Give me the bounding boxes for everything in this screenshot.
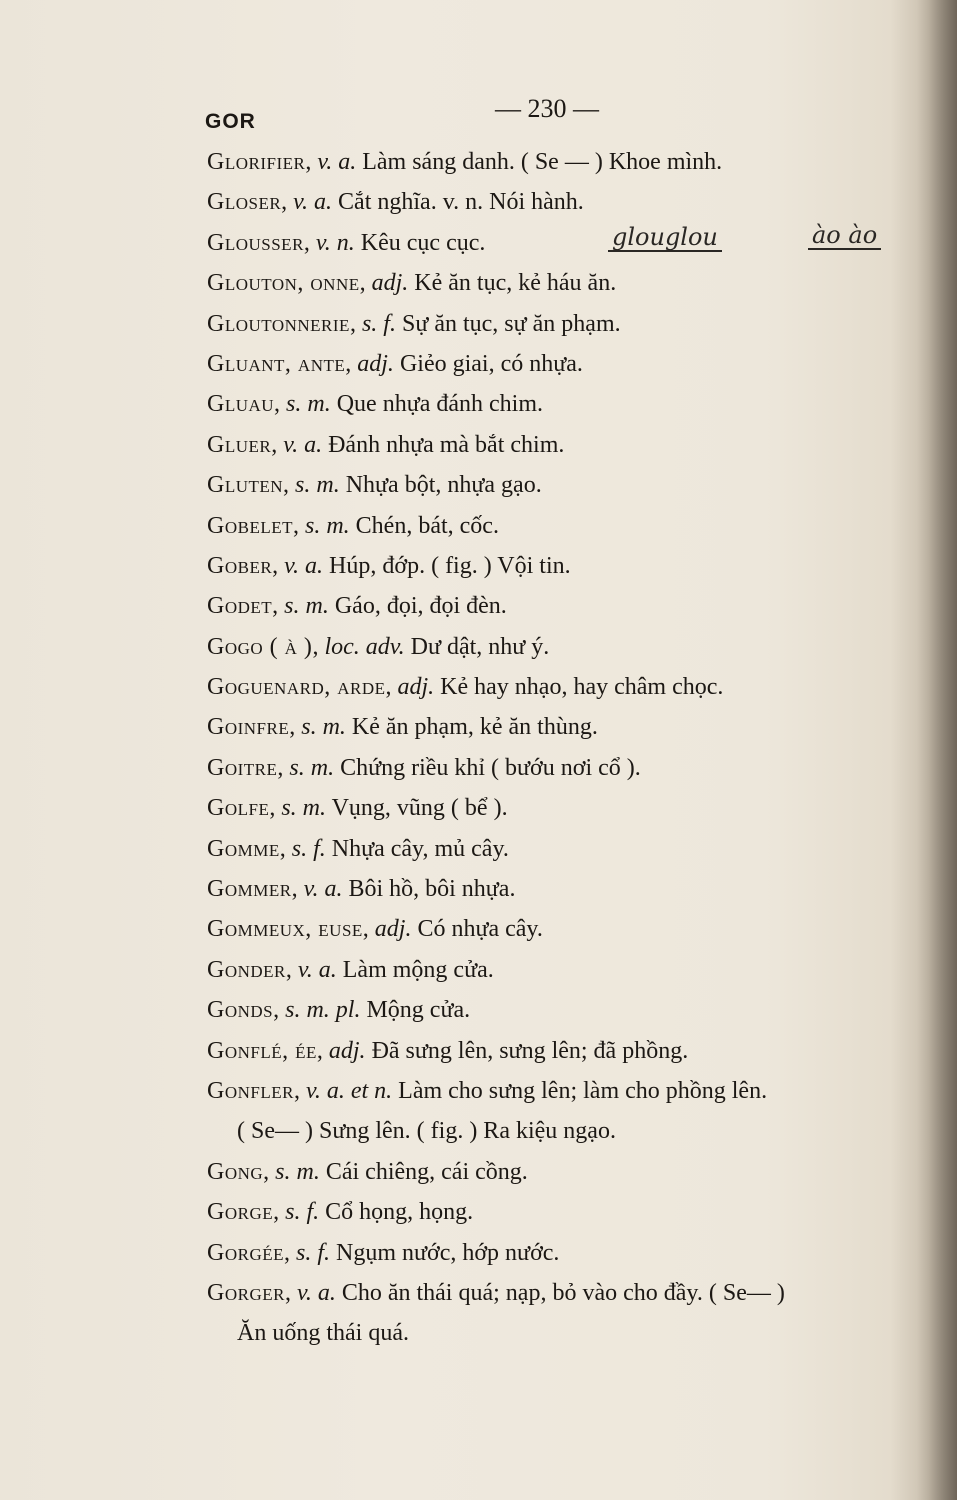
entry-definition: Cái chiêng, cái cồng. (325, 1158, 528, 1185)
entry-headword: Golfe (207, 795, 270, 822)
entry-definition: Đã sưng lên, sưng lên; đã phồng. (371, 1037, 689, 1064)
dictionary-entry: Gloser, v. a. Cắt nghĩa. v. n. Nói hành. (207, 189, 584, 216)
entry-definition: Có nhựa cây. (417, 916, 543, 943)
dictionary-entry: Gloutonnerie, s. f. Sự ăn tục, sự ăn phạm. (207, 310, 621, 337)
entry-grammar: v. a. (284, 552, 324, 579)
entry-definition: Chén, bát, cốc. (355, 512, 499, 539)
dictionary-entry: Gorger, v. a. Cho ăn thái quá; nạp, bỏ vào cho đầy. ( Se— ) (207, 1279, 785, 1306)
dictionary-entry: Gonder, v. a. Làm mộng cửa. (207, 956, 494, 983)
entry-headword: Gorger (207, 1279, 285, 1306)
dictionary-entry: Gobelet, s. m. Chén, bát, cốc. (207, 512, 499, 539)
entry-headword: Gommer (207, 876, 292, 903)
dictionary-entry: Gluant, ante, adj. Giẻo giai, có nhựa. (207, 350, 583, 377)
dictionary-entry: Goguenard, arde, adj. Kẻ hay nhạo, hay châm chọc. (207, 674, 724, 701)
dictionary-entry: Gommeux, euse, adj. Có nhựa cây. (207, 916, 543, 943)
entry-headword: Gomme (207, 835, 280, 862)
entry-grammar: s. f. (285, 1199, 320, 1226)
entry-grammar: v. a. (296, 1279, 336, 1306)
entry-headword: Gommeux, euse (207, 916, 363, 943)
dictionary-entry: Golfe, s. m. Vụng, vũng ( bể ). (207, 795, 508, 822)
dictionary-entry: Gober, v. a. Húp, đớp. ( fig. ) Vội tin. (207, 552, 571, 579)
entry-definition: Cổ họng, họng. (325, 1199, 474, 1226)
dictionary-entry: Gonds, s. m. pl. Mộng cửa. (207, 997, 471, 1024)
entry-definition: Giẻo giai, có nhựa. (399, 350, 583, 377)
entry-definition: Cắt nghĩa. v. n. Nói hành. (338, 189, 584, 216)
entry-grammar: s. m. pl. (285, 997, 361, 1024)
entry-definition: Kẻ ăn phạm, kẻ ăn thùng. (351, 714, 598, 741)
page-number: — 230 — (495, 94, 599, 123)
entry-grammar: adj. (328, 1037, 366, 1064)
entry-definition: Làm sáng danh. ( Se — ) Khoe mình. (362, 149, 723, 175)
dictionary-entry: Gluten, s. m. Nhựa bột, nhựa gạo. (207, 472, 542, 499)
dictionary-entry: Gogo ( à ), loc. adv. Dư dật, như ý. (207, 633, 550, 660)
entry-definition: Sự ăn tục, sự ăn phạm. (401, 310, 621, 337)
entry-headword: Gluer (207, 431, 272, 458)
entry-grammar: s. f. (296, 1239, 331, 1266)
entry-definition: Nhựa cây, mủ cây. (331, 835, 509, 862)
entry-headword: Gloser (207, 189, 282, 216)
entry-definition: Làm mộng cửa. (342, 956, 494, 983)
entry-headword: Gorgée (207, 1239, 284, 1266)
dictionary-entry: Gonfler, v. a. et n. Làm cho sưng lên; làm cho phồng lên. (207, 1077, 768, 1104)
entry-grammar: v. a. et n. (305, 1077, 393, 1104)
entry-headword: Gonflé, ée (207, 1037, 317, 1064)
entry-definition: Bôi hồ, bôi nhựa. (348, 876, 516, 903)
entry-headword: Gong (207, 1158, 264, 1185)
entry-headword: Gonder (207, 956, 286, 983)
entry-grammar: v. a. (293, 189, 333, 216)
entry-definition: Mộng cửa. (366, 997, 471, 1024)
entry-grammar: s. m. (286, 391, 331, 418)
entry-grammar: loc. adv. (324, 633, 405, 660)
dictionary-entry: Gorge, s. f. Cổ họng, họng. (207, 1199, 474, 1226)
entry-headword: Goguenard, arde (207, 674, 386, 701)
dictionary-entry: Glorifier, v. a. Làm sáng danh. ( Se — ) Khoe mình. (207, 149, 723, 175)
entry-headword: Gluau (207, 391, 275, 418)
entry-headword: Gluant, ante (207, 350, 346, 377)
entry-definition: Que nhựa đánh chim. (336, 391, 544, 418)
entry-grammar: s. m. (305, 512, 350, 539)
entry-grammar: s. f. (291, 835, 326, 862)
dictionary-entry: Goitre, s. m. Chứng riều khỉ ( bướu nơi cổ ). (207, 754, 641, 781)
entry-definition: Kẻ ăn tục, kẻ háu ăn. (414, 270, 617, 297)
entry-headword: Glousser (207, 229, 304, 256)
entry-grammar: s. m. (289, 754, 335, 781)
dictionary-entry: Godet, s. m. Gáo, đọi, đọi đèn. (207, 593, 507, 620)
entry-headword: Gonfler (207, 1077, 294, 1104)
dictionary-entry: Glouton, onne, adj. Kẻ ăn tục, kẻ háu ăn. (207, 270, 617, 297)
handwritten-annotation: ào ào (808, 222, 881, 250)
entry-grammar: s. m. (301, 714, 346, 741)
entry-headword: Gobelet (207, 512, 293, 539)
entry-definition: Vụng, vũng ( bể ). (331, 795, 508, 822)
dictionary-entry: Gommer, v. a. Bôi hồ, bôi nhựa. (207, 876, 516, 903)
entry-grammar: adj. (397, 674, 435, 701)
entry-list (207, 142, 927, 1354)
entry-grammar: v. a. (317, 149, 357, 175)
dictionary-entry: Glousser, v. n. Kêu cục cục. (207, 229, 486, 256)
entry-definition: Cho ăn thái quá; nạp, bỏ vào cho đầy. ( Se— ) (341, 1279, 785, 1306)
entry-definition: Ăn uống thái quá. (237, 1320, 409, 1347)
dictionary-entry (207, 1111, 927, 1151)
entry-definition: Chứng riều khỉ ( bướu nơi cổ ). (340, 754, 641, 781)
entry-headword: Glorifier (207, 149, 306, 175)
dictionary-entry: Gluer, v. a. Đánh nhựa mà bắt chim. (207, 431, 565, 458)
entry-grammar: s. m. (281, 795, 327, 822)
entry-grammar: adj. (374, 916, 412, 943)
entry-headword: Goitre (207, 754, 278, 781)
entry-definition: Đánh nhựa mà bắt chim. (328, 431, 565, 458)
dictionary-entry: Gonflé, ée, adj. Đã sưng lên, sưng lên; đã phồng. (207, 1037, 689, 1064)
entry-definition: Nhựa bột, nhựa gạo. (345, 472, 542, 499)
dictionary-entry: Gluau, s. m. Que nhựa đánh chim. (207, 391, 544, 418)
entry-headword: Goinfre (207, 714, 290, 741)
guide-word: GOR (205, 110, 256, 133)
entry-headword: Godet (207, 593, 273, 620)
entry-headword: Gober (207, 552, 273, 579)
entry-grammar: v. a. (297, 956, 337, 983)
entry-definition: ( Se— ) Sưng lên. ( fig. ) Ra kiệu ngạo. (237, 1118, 616, 1145)
entry-headword: Gloutonnerie (207, 310, 350, 337)
entry-definition: Húp, đớp. ( fig. ) Vội tin. (329, 552, 571, 579)
dictionary-entry (207, 1313, 927, 1353)
handwritten-annotation: glouglou (608, 224, 722, 252)
entry-definition: Làm cho sưng lên; làm cho phồng lên. (398, 1077, 768, 1104)
page-edge-shadow (917, 0, 957, 1500)
entry-grammar: adj. (357, 350, 394, 377)
dictionary-entry: Gomme, s. f. Nhựa cây, mủ cây. (207, 835, 509, 862)
entry-headword: Glouton, onne (207, 270, 360, 297)
entry-grammar: adj. (371, 270, 409, 297)
entry-headword: Gluten (207, 472, 284, 499)
entry-grammar: v. n. (315, 229, 355, 256)
entry-headword: Gonds (207, 997, 274, 1024)
entry-definition: Gáo, đọi, đọi đèn. (334, 593, 507, 620)
entry-grammar: s. m. (284, 593, 329, 620)
entry-headword: Gorge (207, 1199, 274, 1226)
entry-definition: Dư dật, như ý. (410, 633, 550, 660)
entry-definition: Ngụm nước, hớp nước. (336, 1239, 560, 1266)
dictionary-entry: Gong, s. m. Cái chiêng, cái cồng. (207, 1158, 528, 1185)
dictionary-entry: Gorgée, s. f. Ngụm nước, hớp nước. (207, 1239, 560, 1266)
entry-grammar: s. m. (275, 1158, 320, 1185)
entry-grammar: s. m. (295, 472, 340, 499)
entry-definition: Kêu cục cục. (360, 229, 486, 256)
dictionary-entry: Goinfre, s. m. Kẻ ăn phạm, kẻ ăn thùng. (207, 714, 598, 741)
entry-grammar: v. a. (303, 876, 343, 903)
entry-grammar: s. f. (361, 310, 396, 337)
entry-headword: Gogo ( à ) (207, 633, 313, 660)
entry-grammar: v. a. (283, 431, 323, 458)
entry-definition: Kẻ hay nhạo, hay châm chọc. (440, 674, 724, 701)
